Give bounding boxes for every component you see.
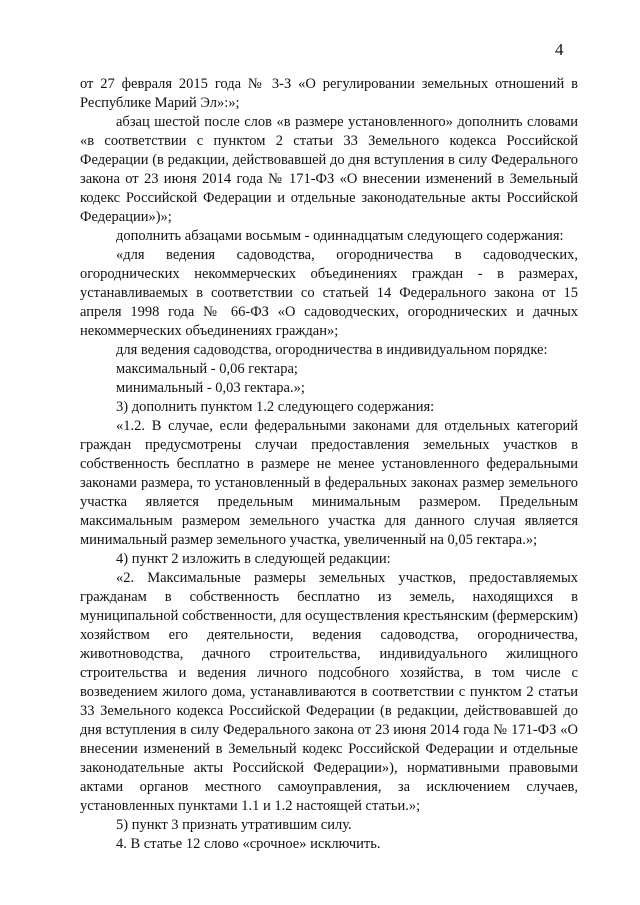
paragraph-individual-gardening: для ведения садоводства, огородничества в индивидуальном порядке: bbox=[116, 342, 548, 358]
paragraph-law-reference-continuation: от 27 февраля 2015 года № 3-З «О регулировании земельных отношений в Республике Марий Эл»:»; bbox=[80, 76, 578, 111]
paragraph-article-12-change: 4. В статье 12 слово «срочное» исключить. bbox=[116, 836, 381, 852]
paragraph-point-2-text: «2. Максимальные размеры земельных участков, предоставляемых гражданам в собственность бесплатно из земель, находящихся в муниципальной собственности, для осуществления крестьянским (фермерским) хозяйством его деятельности, ведения садоводства, огородничества, животноводства, дачного строительства, индивидуального жилищного строительства и ведения личного подсобного хозяйства, в том числе с возведением жилого дома, устанавливаются в соответствии с пунктом 2 статьи 33 Земельного кодекса Российской Федерации (в редакции, действовавшей до дня вступления в силу Федерального закона от 23 июня 2014 года № 171-ФЗ «О внесении изменений в Земельный кодекс Российской Федерации и отдельные законодательные акты Российской Федерации»), нормативными правовыми актами органов местного самоуправления, за исключением случаев, установленных пунктами 1.1 и 1.2 настоящей статьи.»; bbox=[80, 570, 578, 814]
paragraph-maximum-size: максимальный - 0,06 гектара; bbox=[116, 361, 298, 377]
paragraph-add-point-1-2: 3) дополнить пунктом 1.2 следующего содержания: bbox=[116, 399, 435, 415]
paragraph-point-1-2-text: «1.2. В случае, если федеральными законами для отдельных категорий граждан предусмотрены случаи предоставления земельных участков в собственность бесплатно в размере не менее установленного федеральными законами размера, то установленный в федеральных законах размер земельного участка является предельным минимальным размером. Предельным максимальным размером земельного участка для данного случая является минимальный размер земельного участка, увеличенный на 0,05 гектара.»; bbox=[80, 418, 578, 548]
page-number: 4 bbox=[555, 40, 564, 59]
document-body bbox=[80, 75, 578, 854]
paragraph-add-clauses: дополнить абзацами восьмым - одиннадцатым следующего содержания: bbox=[116, 228, 564, 244]
paragraph-gardening-associations: «для ведения садоводства, огородничества в садоводческих, огороднических некоммерческих объединениях граждан - в размерах, устанавливаемых в соответствии со статьей 14 Федерального закона от 15 апреля 1998 года № 66-ФЗ «О садоводческих, огороднических и дачных некоммерческих объединениях граждан»; bbox=[80, 247, 578, 339]
paragraph-minimum-size: минимальный - 0,03 гектара.»; bbox=[116, 380, 305, 396]
paragraph-point-3-repealed: 5) пункт 3 признать утратившим силу. bbox=[116, 817, 352, 833]
paragraph-point-2-new-wording: 4) пункт 2 изложить в следующей редакции: bbox=[116, 551, 391, 567]
paragraph-sixth-clause-amendment: абзац шестой после слов «в размере установленного» дополнить словами «в соответствии с пунктом 2 статьи 33 Земельного кодекса Российской Федерации (в редакции, действовавшей до дня вступления в силу Федерального закона от 23 июня 2014 года № 171-ФЗ «О внесении изменений в Земельный кодекс Российской Федерации и отдельные законодательные акты Российской Федерации»)»; bbox=[80, 114, 578, 225]
